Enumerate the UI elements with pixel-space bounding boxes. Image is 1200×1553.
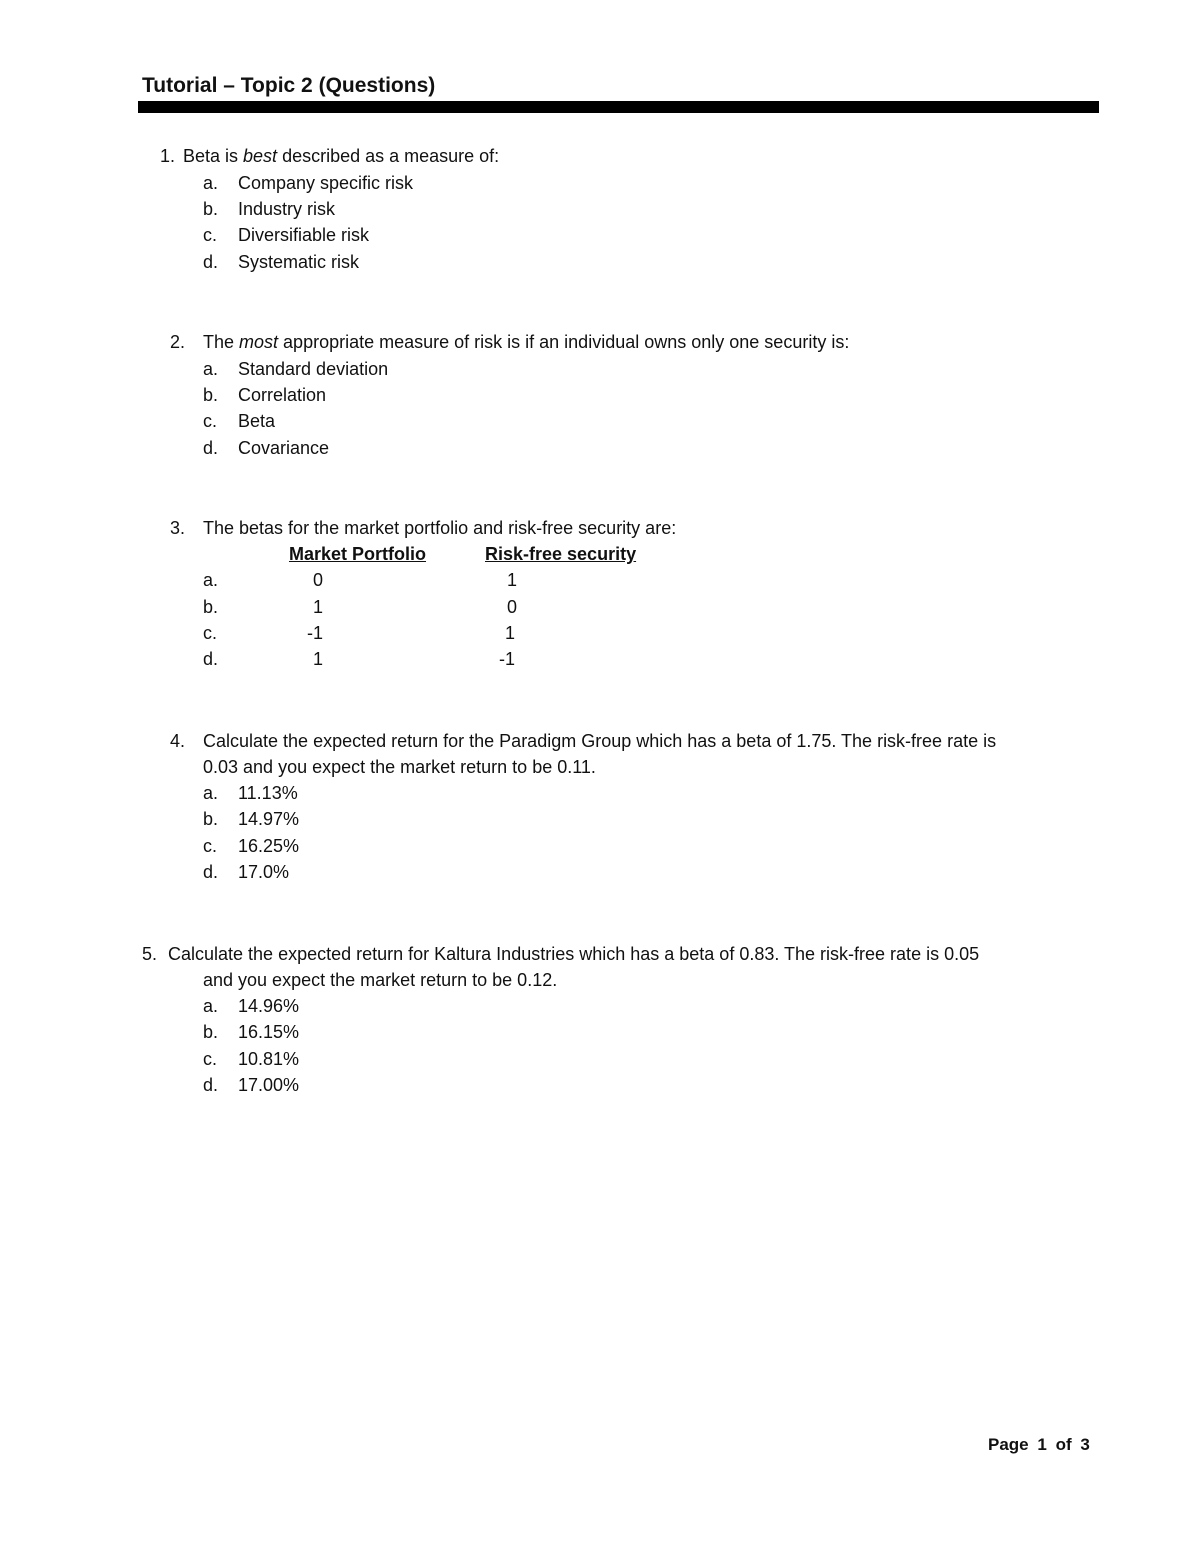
question-number: 3. <box>170 518 186 538</box>
question-text-line-2: and you expect the market return to be 0.12. <box>203 970 558 990</box>
option-text: Covariance <box>238 438 330 458</box>
option-text: Industry risk <box>238 199 336 219</box>
page-label: Page <box>988 1435 1029 1454</box>
riskfree-beta-value: -1 <box>499 649 516 669</box>
option-letter: d. <box>203 649 219 669</box>
question-text-line-2: 0.03 and you expect the market return to be 0.11. <box>203 757 596 777</box>
option-text: 14.97% <box>238 809 300 829</box>
question-text: The betas for the market portfolio and risk-free security are: <box>203 518 677 538</box>
option-letter: a. <box>203 173 219 193</box>
page-total: 3 <box>1080 1435 1090 1454</box>
table-header-market: Market Portfolio <box>289 544 427 564</box>
option-letter: a. <box>203 996 219 1016</box>
question-text-part: appropriate measure of risk is if an individual owns only one security is: <box>278 332 850 352</box>
market-beta-value: 1 <box>313 597 324 617</box>
option-text: 16.25% <box>238 836 300 856</box>
option-letter: a. <box>203 570 219 590</box>
question-text-part: The <box>203 332 240 352</box>
option-letter: d. <box>203 252 219 272</box>
option-text: 11.13% <box>238 783 298 803</box>
riskfree-beta-value: 1 <box>505 623 516 643</box>
option-text: 17.00% <box>238 1075 300 1095</box>
question-emphasis: most <box>239 332 279 352</box>
page-title: Tutorial – Topic 2 (Questions) <box>142 74 436 97</box>
option-letter: c. <box>203 1049 218 1069</box>
question-number: 1. <box>160 146 176 166</box>
question-text <box>203 331 849 353</box>
option-letter: c. <box>203 623 218 643</box>
question-text <box>183 145 499 167</box>
riskfree-beta-value: 0 <box>507 597 518 617</box>
option-letter: d. <box>203 862 219 882</box>
page-number: 1 <box>1037 1435 1047 1454</box>
option-letter: c. <box>203 225 218 245</box>
option-text: Beta <box>238 411 276 431</box>
question-number: 2. <box>170 332 186 352</box>
question-text-line-1: Calculate the expected return for Kaltura Industries which has a beta of 0.83. The risk-free rate is 0.05 <box>168 944 980 964</box>
option-letter: b. <box>203 385 219 405</box>
option-letter: b. <box>203 1022 219 1042</box>
option-letter: b. <box>203 199 219 219</box>
option-text: Systematic risk <box>238 252 360 272</box>
page-footer <box>988 1435 1094 1455</box>
option-letter: c. <box>203 411 218 431</box>
question-text-part: described as a measure of: <box>277 146 500 166</box>
question-text-part: Beta is <box>183 146 244 166</box>
question-number: 4. <box>170 731 186 751</box>
option-text: Correlation <box>238 385 327 405</box>
question-text-line-1: Calculate the expected return for the Paradigm Group which has a beta of 1.75. The risk-free rate is <box>203 731 997 751</box>
table-header-riskfree: Risk-free security <box>485 544 637 564</box>
riskfree-beta-value: 1 <box>507 570 518 590</box>
question-number: 5. <box>142 944 158 964</box>
option-text: Standard deviation <box>238 359 389 379</box>
market-beta-value: 0 <box>313 570 324 590</box>
option-letter: b. <box>203 809 219 829</box>
page-of-label: of <box>1055 1435 1072 1454</box>
option-text: 17.0% <box>238 862 290 882</box>
option-letter: d. <box>203 1075 219 1095</box>
option-letter: d. <box>203 438 219 458</box>
option-letter: a. <box>203 359 219 379</box>
question-emphasis: best <box>243 146 278 166</box>
option-letter: a. <box>203 783 219 803</box>
market-beta-value: -1 <box>307 623 324 643</box>
market-beta-value: 1 <box>313 649 324 669</box>
option-letter: c. <box>203 836 218 856</box>
option-text: Diversifiable risk <box>238 225 370 245</box>
option-text: 14.96% <box>238 996 300 1016</box>
title-rule <box>138 101 1099 113</box>
option-text: Company specific risk <box>238 173 414 193</box>
option-text: 10.81% <box>238 1049 300 1069</box>
option-text: 16.15% <box>238 1022 300 1042</box>
option-letter: b. <box>203 597 219 617</box>
